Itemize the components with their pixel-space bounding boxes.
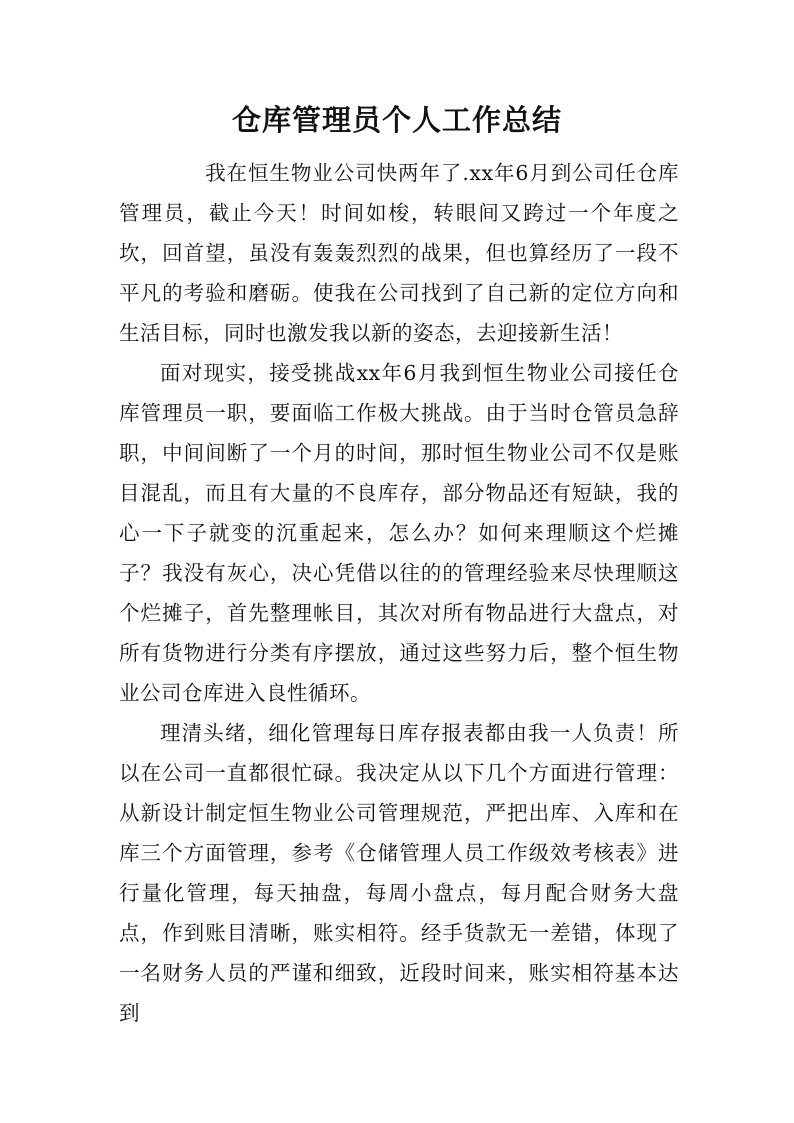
document-body: [119, 153, 679, 1033]
paragraph-management: 理清头绪，细化管理每日库存报表都由我一人负责！所以在公司一直都很忙碌。我决定从以下几个方面进行管理：从新设计制定恒生物业公司管理规范，严把出库、入库和在库三个方面管理，参考《仓储管理人员工作级效考核表》进行量化管理，每天抽盘，每周小盘点，每月配合财务大盘点，作到账目清晰，账实相符。经手货款无一差错，体现了一名财务人员的严谨和细致，近段时间来，账实相符基本达到: [119, 721, 679, 1025]
paragraph-intro: 我在恒生物业公司快两年了.xx年6月到公司任仓库管理员，截止今天！时间如梭，转眼间又跨过一个年度之坎，回首望，虽没有轰轰烈烈的战果，但也算经历了一段不平凡的考验和磨砺。使我在公司找到了自己新的定位方向和生活目标，同时也激发我以新的姿态，去迎接新生活！: [119, 161, 679, 345]
paragraph-challenge: 面对现实，接受挑战xx年6月我到恒生物业公司接任仓库管理员一职，要面临工作极大挑战。由于当时仓管员急辞职，中间间断了一个月的时间，那时恒生物业公司不仅是账目混乱，而且有大量的不良库存，部分物品还有短缺，我的心一下子就变的沉重起来，怎么办？如何来理顺这个烂摊子？我没有灰心，决心凭借以往的的管理经验来尽快理顺这个烂摊子，首先整理帐目，其次对所有物品进行大盘点，对所有货物进行分类有序摆放，通过这些努力后，整个恒生物业公司仓库进入良性循环。: [119, 361, 679, 705]
document-title: 仓库管理员个人工作总结: [231, 103, 562, 137]
